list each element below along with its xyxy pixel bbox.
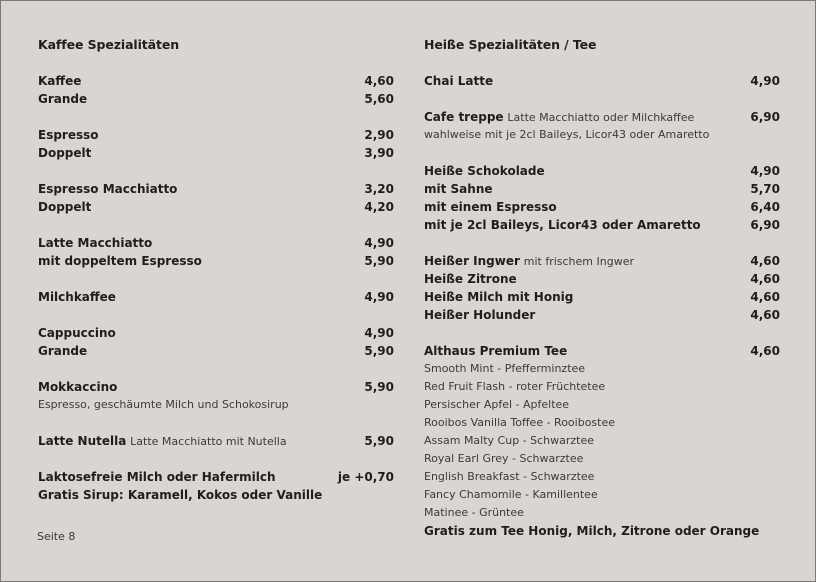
section-heading: Kaffee Spezialitäten [38, 37, 180, 52]
menu-item-name: Grande [38, 344, 88, 358]
menu-item-name: Heiße Milch mit Honig [424, 290, 574, 304]
menu-item-name: Kaffee [38, 74, 82, 88]
item-description: Persischer Apfel - Apfeltee [424, 398, 570, 411]
menu-item-price: je +0,70 [337, 470, 394, 484]
group-spacer [38, 306, 394, 324]
menu-item-price: 4,90 [750, 164, 780, 178]
menu-item [424, 162, 780, 180]
group-spacer [38, 360, 394, 378]
menu-item-price: 4,60 [750, 344, 780, 358]
group-spacer [424, 144, 780, 162]
menu-item [424, 522, 780, 540]
menu-item [424, 270, 780, 288]
menu-item-label [38, 72, 81, 90]
menu-item-price: 4,90 [364, 290, 394, 304]
item-description: English Breakfast - Schwarztee [424, 470, 595, 483]
menu-item-name: mit einem Espresso [424, 200, 557, 214]
menu-item-price: 4,60 [750, 308, 780, 322]
menu-item-name: Doppelt [38, 200, 92, 214]
menu-item-price: 5,90 [364, 254, 394, 268]
menu-item-price: 5,70 [750, 182, 780, 196]
item-description: Red Fruit Flash - roter Früchtetee [424, 380, 606, 393]
menu-item-price: 2,90 [364, 128, 394, 142]
menu-item [424, 288, 780, 306]
menu-item-label [424, 252, 634, 271]
menu-item-price: 4,90 [364, 326, 394, 340]
menu-item [424, 180, 780, 198]
group-spacer [424, 90, 780, 108]
menu-item-name: Cafe treppe [424, 110, 504, 124]
hot-drinks-item-list [424, 72, 780, 540]
menu-item [424, 342, 780, 360]
menu-item [424, 198, 780, 216]
menu-item-name: Gratis zum Tee Honig, Milch, Zitrone oder Orange [424, 524, 760, 538]
menu-item-label [424, 72, 493, 90]
menu-item-name: Althaus Premium Tee [424, 344, 568, 358]
menu-item-name: Espresso [38, 128, 99, 142]
menu-item-price: 6,90 [750, 110, 780, 124]
menu-item-label [424, 162, 545, 180]
menu-item-description: Latte Macchiatto oder Milchkaffee [507, 111, 695, 124]
menu-item-price: 3,20 [364, 182, 394, 196]
item-description: Royal Earl Grey - Schwarztee [424, 452, 584, 465]
item-description: wahlweise mit je 2cl Baileys, Licor43 oder Amaretto [424, 128, 710, 141]
group-spacer [38, 450, 394, 468]
menu-item-label [424, 270, 517, 288]
menu-item-price: 4,20 [364, 200, 394, 214]
menu-item [38, 198, 394, 216]
menu-item-name: Heiße Zitrone [424, 272, 517, 286]
menu-item [424, 306, 780, 324]
menu-item-name: Doppelt [38, 146, 92, 160]
menu-item [424, 252, 780, 270]
menu-item-price: 5,90 [364, 434, 394, 448]
menu-item-name: Grande [38, 92, 88, 106]
menu-item-name: mit doppeltem Espresso [38, 254, 202, 268]
menu-item-label [38, 126, 99, 144]
item-description: Assam Malty Cup - Schwarztee [424, 434, 595, 447]
page-number: Seite 8 [37, 530, 76, 543]
menu-item-name: Milchkaffee [38, 290, 116, 304]
menu-item [38, 180, 394, 198]
menu-item-name: Espresso Macchiatto [38, 182, 178, 196]
menu-item [424, 72, 780, 90]
group-spacer [38, 216, 394, 234]
menu-item-name: Laktosefreie Milch oder Hafermilch [38, 470, 276, 484]
menu-item-name: Gratis Sirup: Karamell, Kokos oder Vanille [38, 488, 323, 502]
section-heading: Heiße Spezialitäten / Tee [424, 37, 597, 52]
menu-item-label [38, 180, 177, 198]
menu-item-label [38, 234, 152, 252]
menu-item-name: mit je 2cl Baileys, Licor43 oder Amaretto [424, 218, 701, 232]
menu-item-label [424, 342, 567, 360]
item-description: Rooibos Vanilla Toffee - Rooibostee [424, 416, 616, 429]
item-description: Fancy Chamomile - Kamillentee [424, 488, 598, 501]
menu-item-label [38, 144, 91, 162]
menu-item-name: Latte Macchiatto [38, 236, 153, 250]
menu-item-label [38, 378, 117, 396]
coffee-specialties-column [38, 36, 394, 504]
menu-item-label [424, 198, 557, 216]
menu-item-label [38, 342, 87, 360]
menu-item-label [424, 522, 759, 540]
menu-item [38, 378, 394, 396]
menu-item-description: mit frischem Ingwer [523, 255, 634, 268]
menu-item-name: Heiße Schokolade [424, 164, 545, 178]
menu-item-name: Mokkaccino [38, 380, 118, 394]
menu-item-name: Heißer Holunder [424, 308, 536, 322]
menu-item-price: 6,90 [750, 218, 780, 232]
menu-item [38, 288, 394, 306]
menu-item [38, 126, 394, 144]
hot-specialties-tea-column [424, 36, 780, 540]
menu-item-price: 5,90 [364, 380, 394, 394]
menu-item-label [38, 198, 91, 216]
menu-item-price: 5,60 [364, 92, 394, 106]
menu-item-price: 6,40 [750, 200, 780, 214]
menu-item-name: Heißer Ingwer [424, 254, 520, 268]
menu-item [38, 342, 394, 360]
menu-item-label [38, 468, 276, 486]
menu-item-name: Cappuccino [38, 326, 116, 340]
menu-item [38, 90, 394, 108]
item-description: Matinee - Grüntee [424, 506, 524, 519]
group-spacer [38, 162, 394, 180]
menu-item-label [38, 486, 322, 504]
menu-item-price: 4,60 [750, 254, 780, 268]
menu-item [38, 252, 394, 270]
menu-item-label [38, 288, 116, 306]
menu-item-price: 4,60 [750, 272, 780, 286]
item-description: Smooth Mint - Pfefferminztee [424, 362, 586, 375]
menu-item-description: Latte Macchiatto mit Nutella [130, 435, 287, 448]
menu-item-name: Latte Nutella [38, 434, 127, 448]
menu-item [38, 234, 394, 252]
menu-item [424, 108, 780, 126]
menu-item [38, 468, 394, 486]
menu-item-name: Chai Latte [424, 74, 494, 88]
menu-item-label [38, 90, 87, 108]
item-description: Espresso, geschäumte Milch und Schokosirup [38, 398, 289, 411]
menu-item-label [424, 180, 493, 198]
menu-item [424, 216, 780, 234]
menu-item-label [424, 288, 573, 306]
group-spacer [424, 234, 780, 252]
menu-item-label [424, 306, 535, 324]
menu-item [38, 72, 394, 90]
group-spacer [38, 414, 394, 432]
menu-item-price: 5,90 [364, 344, 394, 358]
menu-item-price: 4,60 [750, 290, 780, 304]
menu-item [38, 486, 394, 504]
menu-item-price: 4,90 [364, 236, 394, 250]
menu-item-price: 4,60 [364, 74, 394, 88]
menu-item-price: 3,90 [364, 146, 394, 160]
group-spacer [424, 324, 780, 342]
menu-item [38, 144, 394, 162]
menu-item-label [38, 324, 116, 342]
menu-item-price: 4,90 [750, 74, 780, 88]
coffee-item-list [38, 72, 394, 504]
group-spacer [38, 270, 394, 288]
menu-item-label [424, 216, 701, 234]
menu-item-label [424, 108, 694, 127]
menu-item [38, 432, 394, 450]
menu-item [38, 324, 394, 342]
menu-item-label [38, 432, 287, 451]
menu-item-name: mit Sahne [424, 182, 493, 196]
menu-item-label [38, 252, 202, 270]
group-spacer [38, 108, 394, 126]
